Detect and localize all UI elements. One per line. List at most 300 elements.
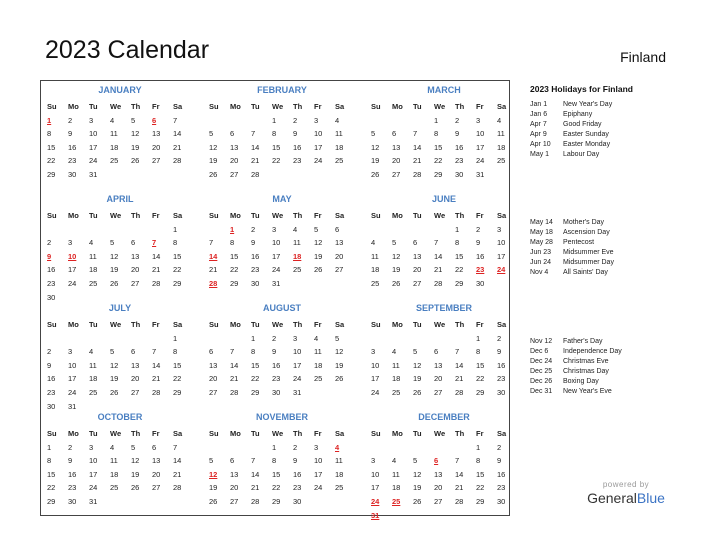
holiday-row [530, 120, 700, 130]
weekday-header: Su [47, 211, 57, 220]
day-cell: 27 [209, 387, 218, 397]
weekday-header: Fr [314, 429, 322, 438]
day-cell: 28 [152, 387, 161, 397]
day-cell: 6 [131, 238, 136, 248]
day-cell: 11 [110, 456, 118, 466]
weekday-header: Sa [173, 320, 183, 329]
day-cell: 16 [497, 360, 506, 370]
weekday-header: Tu [89, 211, 98, 220]
day-cell: 8 [476, 347, 481, 357]
holiday-date: May 28 [530, 239, 553, 246]
day-cell: 4 [110, 115, 115, 125]
day-cell: 25 [89, 387, 98, 397]
holiday-day-cell: 1 [47, 115, 52, 125]
day-cell: 13 [152, 456, 161, 466]
day-cell: 5 [110, 238, 115, 248]
day-cell: 29 [476, 387, 485, 397]
day-cell: 17 [89, 142, 98, 152]
day-cell: 1 [434, 115, 439, 125]
weekday-header: Fr [314, 102, 322, 111]
day-cell: 17 [89, 469, 98, 479]
day-cell: 19 [314, 251, 323, 261]
weekday-header: We [110, 102, 122, 111]
empty-cell [432, 332, 453, 346]
day-cell: 22 [47, 483, 56, 493]
day-cell: 14 [173, 456, 182, 466]
day-cell: 2 [293, 115, 298, 125]
day-cell: 24 [272, 265, 281, 275]
day-cell: 10 [314, 129, 323, 139]
weekday-header: Sa [335, 102, 345, 111]
holiday-name: Independence Day [563, 348, 622, 355]
month-september [369, 302, 519, 400]
day-cell: 29 [230, 278, 239, 288]
weekday-header: Tu [251, 429, 260, 438]
day-cell: 15 [476, 469, 485, 479]
brand-logo [583, 480, 669, 506]
empty-cell [411, 114, 432, 128]
day-cell: 3 [68, 347, 73, 357]
day-cell: 10 [89, 129, 98, 139]
holiday-name: Ascension Day [563, 229, 610, 236]
day-cell: 9 [497, 347, 502, 357]
day-cell: 10 [371, 469, 380, 479]
day-cell: 28 [455, 387, 464, 397]
weekday-header: Sa [497, 102, 507, 111]
day-cell: 10 [293, 347, 302, 357]
powered-by-text: powered by [602, 480, 650, 489]
weekday-header: Sa [173, 102, 183, 111]
weekday-header: Su [371, 211, 381, 220]
day-cell: 16 [455, 142, 464, 152]
holiday-day-cell: 6 [434, 456, 439, 466]
day-cell: 7 [209, 238, 214, 248]
day-cell: 12 [413, 360, 422, 370]
day-cell: 9 [455, 129, 460, 139]
day-cell: 27 [230, 169, 239, 179]
day-cell: 19 [131, 469, 140, 479]
month-grid [45, 427, 195, 509]
day-cell: 9 [497, 456, 502, 466]
day-cell: 15 [251, 360, 260, 370]
holiday-date: Dec 25 [530, 368, 553, 375]
empty-cell [66, 332, 87, 346]
day-cell: 5 [335, 333, 340, 343]
day-cell: 20 [434, 483, 443, 493]
day-cell: 1 [173, 333, 178, 343]
day-cell: 25 [392, 387, 401, 397]
holiday-day-cell: 1 [230, 224, 235, 234]
holiday-date: Nov 4 [530, 269, 549, 276]
day-cell: 5 [131, 115, 136, 125]
day-cell: 3 [371, 347, 376, 357]
weekday-header: Su [209, 211, 219, 220]
day-cell: 13 [434, 360, 443, 370]
weekday-header: Sa [497, 211, 507, 220]
day-cell: 17 [272, 251, 281, 261]
day-cell: 8 [272, 129, 277, 139]
day-cell: 25 [110, 483, 119, 493]
day-cell: 15 [272, 142, 281, 152]
holiday-row [530, 228, 700, 238]
holiday-name: Pentecost [563, 239, 595, 246]
weekday-header: We [434, 320, 446, 329]
holiday-date: May 14 [530, 219, 553, 226]
day-cell: 26 [314, 265, 323, 275]
day-cell: 14 [251, 469, 260, 479]
weekday-header: Tu [251, 320, 260, 329]
day-cell: 31 [89, 169, 98, 179]
month-grid [45, 100, 195, 182]
day-cell: 8 [47, 456, 52, 466]
day-cell: 7 [152, 347, 157, 357]
weekday-header: Mo [68, 211, 79, 220]
day-cell: 3 [371, 456, 376, 466]
weekday-header: Mo [392, 211, 403, 220]
empty-cell [207, 223, 228, 237]
day-cell: 19 [110, 265, 119, 275]
day-cell: 9 [272, 347, 277, 357]
day-cell: 27 [434, 496, 443, 506]
day-cell: 22 [272, 156, 281, 166]
day-cell: 30 [497, 496, 506, 506]
day-cell: 2 [293, 442, 298, 452]
day-cell: 5 [209, 456, 214, 466]
day-cell: 5 [371, 129, 376, 139]
brand-name-general: General [587, 490, 637, 506]
day-cell: 18 [89, 265, 98, 275]
day-cell: 14 [230, 360, 239, 370]
holiday-name: New Year's Day [563, 101, 613, 108]
day-cell: 29 [434, 169, 443, 179]
day-cell: 4 [335, 115, 340, 125]
day-cell: 23 [47, 278, 56, 288]
day-cell: 8 [47, 129, 52, 139]
day-cell: 1 [251, 333, 256, 343]
holiday-date: Apr 10 [530, 141, 551, 148]
weekday-header: Sa [335, 320, 345, 329]
month-name: DECEMBER [418, 412, 470, 422]
day-cell: 11 [314, 347, 322, 357]
holiday-row [530, 258, 700, 268]
day-cell: 30 [251, 278, 260, 288]
day-cell: 17 [476, 142, 485, 152]
day-cell: 28 [152, 278, 161, 288]
day-cell: 2 [272, 333, 277, 343]
day-cell: 21 [152, 265, 161, 275]
weekday-header: Th [455, 102, 465, 111]
day-cell: 6 [413, 238, 418, 248]
day-cell: 21 [455, 483, 464, 493]
month-name: MARCH [427, 85, 461, 95]
day-cell: 3 [68, 238, 73, 248]
month-grid [45, 318, 195, 413]
weekday-header: Sa [497, 429, 507, 438]
day-cell: 7 [434, 238, 439, 248]
month-august [207, 302, 357, 400]
day-cell: 31 [68, 401, 77, 411]
holiday-panel-title: 2023 Holidays for Finland [530, 84, 633, 94]
day-cell: 21 [209, 265, 218, 275]
weekday-header: Tu [413, 320, 422, 329]
day-cell: 4 [314, 333, 319, 343]
day-cell: 22 [455, 265, 464, 275]
weekday-header: Fr [152, 102, 160, 111]
day-cell: 26 [335, 374, 344, 384]
day-cell: 5 [131, 442, 136, 452]
weekday-header: Su [209, 102, 219, 111]
month-february [207, 84, 357, 182]
day-cell: 31 [272, 278, 281, 288]
weekday-header: Fr [476, 320, 484, 329]
day-cell: 2 [68, 442, 73, 452]
day-cell: 7 [173, 115, 178, 125]
day-cell: 2 [455, 115, 460, 125]
day-cell: 4 [371, 238, 376, 248]
weekday-header: We [434, 429, 446, 438]
day-cell: 9 [293, 456, 298, 466]
day-cell: 6 [230, 129, 235, 139]
day-cell: 23 [68, 156, 77, 166]
empty-cell [45, 332, 66, 346]
weekday-header: We [110, 429, 122, 438]
weekday-header: Su [209, 320, 219, 329]
day-cell: 19 [335, 360, 344, 370]
day-cell: 15 [173, 251, 182, 261]
day-cell: 23 [293, 156, 302, 166]
holiday-row [530, 387, 700, 397]
day-cell: 20 [392, 156, 401, 166]
weekday-header: Mo [392, 429, 403, 438]
month-grid [369, 100, 519, 182]
day-cell: 6 [230, 456, 235, 466]
holiday-day-cell: 25 [392, 496, 401, 506]
day-cell: 12 [371, 142, 380, 152]
weekday-header: Fr [314, 211, 322, 220]
empty-cell [87, 223, 108, 237]
day-cell: 23 [68, 483, 77, 493]
day-cell: 9 [251, 238, 256, 248]
weekday-header: Mo [68, 320, 79, 329]
day-cell: 5 [413, 347, 418, 357]
day-cell: 13 [131, 360, 140, 370]
empty-cell [228, 114, 249, 128]
day-cell: 30 [68, 496, 77, 506]
holiday-row [530, 357, 700, 367]
day-cell: 19 [413, 374, 422, 384]
day-cell: 24 [89, 483, 98, 493]
day-cell: 21 [230, 374, 239, 384]
day-cell: 21 [173, 142, 182, 152]
weekday-header: Th [131, 211, 141, 220]
holiday-day-cell: 10 [68, 251, 77, 261]
weekday-header: We [110, 211, 122, 220]
day-cell: 19 [131, 142, 140, 152]
day-cell: 26 [131, 156, 140, 166]
holiday-date: Jan 6 [530, 111, 548, 118]
weekday-header: Th [455, 429, 465, 438]
day-cell: 1 [476, 442, 481, 452]
holiday-date: Dec 6 [530, 348, 549, 355]
day-cell: 9 [47, 360, 52, 370]
day-cell: 12 [413, 469, 422, 479]
weekday-header: We [272, 102, 284, 111]
holiday-name: Easter Monday [563, 141, 611, 148]
holiday-row [530, 337, 700, 347]
day-cell: 12 [131, 456, 140, 466]
day-cell: 13 [230, 142, 239, 152]
day-cell: 30 [497, 387, 506, 397]
day-cell: 1 [47, 442, 52, 452]
day-cell: 8 [251, 347, 256, 357]
empty-cell [390, 441, 411, 455]
day-cell: 13 [131, 251, 140, 261]
day-cell: 27 [335, 265, 344, 275]
holiday-row [530, 367, 700, 377]
day-cell: 27 [152, 483, 161, 493]
day-cell: 7 [455, 347, 460, 357]
day-cell: 16 [68, 469, 77, 479]
day-cell: 27 [152, 156, 161, 166]
weekday-header: Fr [314, 320, 322, 329]
day-cell: 25 [371, 278, 380, 288]
weekday-header: Sa [335, 211, 345, 220]
day-cell: 4 [392, 456, 397, 466]
day-cell: 22 [251, 374, 260, 384]
calendar-frame [40, 80, 510, 520]
weekday-header: Tu [251, 211, 260, 220]
empty-cell [87, 332, 108, 346]
holiday-date: Nov 12 [530, 338, 553, 345]
day-cell: 16 [47, 265, 56, 275]
day-cell: 24 [68, 278, 77, 288]
day-cell: 1 [476, 333, 481, 343]
holiday-date: Apr 7 [530, 121, 547, 128]
empty-cell [150, 223, 171, 237]
weekday-header: Th [131, 320, 141, 329]
day-cell: 25 [293, 265, 302, 275]
day-cell: 15 [476, 360, 485, 370]
day-cell: 20 [209, 374, 218, 384]
weekday-header: Fr [152, 320, 160, 329]
day-cell: 20 [230, 483, 239, 493]
brand-name [583, 490, 669, 506]
month-january [45, 84, 195, 182]
weekday-header: Tu [413, 211, 422, 220]
day-cell: 11 [371, 251, 379, 261]
day-cell: 4 [89, 238, 94, 248]
day-cell: 20 [335, 251, 344, 261]
day-cell: 6 [131, 347, 136, 357]
month-name: JANUARY [98, 85, 142, 95]
month-october [45, 411, 195, 509]
day-cell: 7 [251, 129, 256, 139]
day-cell: 22 [272, 483, 281, 493]
month-name: APRIL [106, 194, 134, 204]
day-cell: 19 [209, 156, 218, 166]
day-cell: 18 [110, 469, 119, 479]
day-cell: 3 [89, 442, 94, 452]
day-cell: 8 [455, 238, 460, 248]
holiday-row [530, 140, 700, 150]
day-cell: 2 [497, 333, 502, 343]
day-cell: 20 [152, 469, 161, 479]
day-cell: 11 [392, 469, 400, 479]
empty-cell [369, 114, 390, 128]
holiday-row [530, 248, 700, 258]
day-cell: 18 [314, 360, 323, 370]
day-cell: 21 [413, 156, 422, 166]
day-cell: 26 [413, 496, 422, 506]
day-cell: 26 [413, 387, 422, 397]
weekday-header: Th [455, 320, 465, 329]
holiday-row [530, 238, 700, 248]
day-cell: 25 [314, 374, 323, 384]
day-cell: 26 [110, 278, 119, 288]
day-cell: 11 [293, 238, 301, 248]
day-cell: 28 [251, 496, 260, 506]
holiday-row [530, 150, 700, 160]
day-cell: 26 [110, 387, 119, 397]
day-cell: 30 [47, 401, 56, 411]
holiday-day-cell: 7 [152, 238, 157, 248]
day-cell: 4 [497, 115, 502, 125]
day-cell: 18 [392, 483, 401, 493]
day-cell: 18 [497, 142, 506, 152]
month-november [207, 411, 357, 509]
day-cell: 29 [476, 496, 485, 506]
holiday-day-cell: 31 [371, 510, 380, 520]
day-cell: 11 [335, 456, 343, 466]
day-cell: 27 [131, 278, 140, 288]
weekday-header: Mo [230, 429, 241, 438]
day-cell: 25 [110, 156, 119, 166]
holiday-row [530, 268, 700, 278]
day-cell: 10 [272, 238, 281, 248]
holiday-name: Epiphany [563, 111, 593, 118]
empty-cell [369, 441, 390, 455]
empty-cell [228, 332, 249, 346]
weekday-header: We [272, 211, 284, 220]
month-name: JULY [108, 303, 132, 313]
day-cell: 7 [251, 456, 256, 466]
day-cell: 15 [230, 251, 239, 261]
empty-cell [432, 441, 453, 455]
day-cell: 17 [371, 374, 380, 384]
day-cell: 30 [476, 278, 485, 288]
day-cell: 6 [335, 224, 340, 234]
day-cell: 20 [230, 156, 239, 166]
weekday-header: Sa [497, 320, 507, 329]
month-name: OCTOBER [97, 412, 143, 422]
day-cell: 8 [173, 238, 178, 248]
day-cell: 3 [293, 333, 298, 343]
day-cell: 11 [110, 129, 118, 139]
day-cell: 28 [230, 387, 239, 397]
day-cell: 23 [455, 156, 464, 166]
day-cell: 16 [476, 251, 485, 261]
weekday-header: Fr [476, 102, 484, 111]
weekday-header: Mo [230, 211, 241, 220]
day-cell: 30 [272, 387, 281, 397]
day-cell: 22 [476, 483, 485, 493]
day-cell: 11 [89, 360, 97, 370]
holiday-date: May 18 [530, 229, 553, 236]
day-cell: 4 [89, 347, 94, 357]
day-cell: 14 [434, 251, 443, 261]
day-cell: 25 [335, 156, 344, 166]
day-cell: 2 [68, 115, 73, 125]
